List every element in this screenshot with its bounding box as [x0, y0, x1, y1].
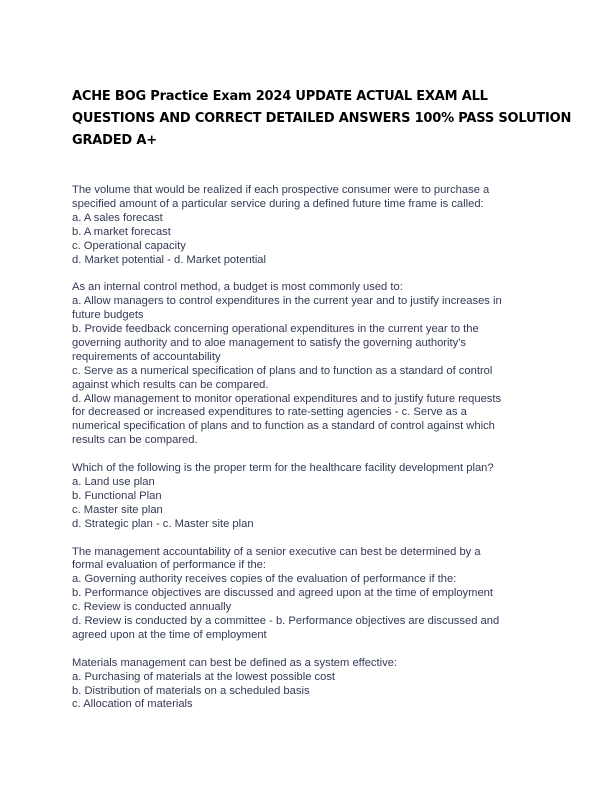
question-text: Which of the following is the proper term for the healthcare facility development plan? [72, 462, 494, 475]
answer-option: b. Provide feedback concerning operational expenditures in the current year to the [72, 323, 479, 336]
answer-option: a. Land use plan [72, 476, 155, 488]
title-line: QUESTIONS AND CORRECT DETAILED ANSWERS 100% PASS SOLUTION [72, 111, 572, 126]
question-block-1 [72, 184, 552, 267]
answer-option: a. Purchasing of materials at the lowest possible cost [72, 670, 336, 683]
answer-text: numerical specification of plans and to function as a standard of control against which [72, 420, 495, 433]
question-block-3 [72, 462, 552, 532]
answer-option-with-answer: for decreased or increased expenditures to rate-setting agencies - c. Serve as a [72, 406, 467, 419]
question-text: The volume that would be realized if each prospective consumer were to purchase a [72, 184, 490, 196]
answer-option: against which results can be compared. [72, 378, 269, 391]
answer-option: c. Review is conducted annually [72, 601, 232, 614]
answer-option: requirements of accountability [72, 350, 221, 363]
question-text: The management accountability of a senior executive can best be determined by a [72, 545, 481, 558]
answer-option: a. Allow managers to control expenditures in the current year and to justify increases in [72, 295, 502, 308]
answer-option-with-answer: d. Strategic plan - c. Master site plan [72, 517, 254, 530]
answer-option: c. Serve as a numerical specification of plans and to function as a standard of control [72, 364, 493, 377]
answer-option: b. A market forecast [72, 225, 171, 238]
question-text: formal evaluation of performance if the: [72, 559, 267, 572]
answer-option-with-answer: d. Market potential - d. Market potential [72, 253, 267, 266]
answer-option-with-answer: d. Review is conducted by a committee - b. Performance objectives are discussed and [72, 615, 500, 628]
question-block-5 [72, 657, 552, 713]
answer-option: b. Performance objectives are discussed and agreed upon at the time of employment [72, 587, 494, 600]
title-line: GRADED A+ [72, 133, 157, 148]
question-list [72, 184, 552, 726]
answer-option: c. Operational capacity [72, 239, 186, 252]
question-text: Materials management can best be defined as a system effective: [72, 656, 398, 669]
answer-option: b. Functional Plan [72, 489, 162, 502]
answer-option: b. Distribution of materials on a scheduled basis [72, 684, 310, 697]
question-text: specified amount of a particular service during a defined future time frame is called: [72, 197, 484, 210]
answer-text: agreed upon at the time of employment [72, 628, 267, 641]
answer-option: governing authority and to aloe management to satisfy the governing authority's [72, 336, 466, 349]
answer-option: c. Master site plan [72, 503, 163, 516]
answer-option: future budgets [72, 309, 144, 322]
answer-option: a. A sales forecast [72, 211, 163, 224]
answer-option: d. Allow management to monitor operational expenditures and to justify future requests [72, 392, 502, 405]
answer-option: c. Allocation of materials [72, 698, 193, 711]
title-line: ACHE BOG Practice Exam 2024 UPDATE ACTUAL EXAM ALL [72, 89, 488, 104]
question-block-4 [72, 546, 552, 643]
answer-option: a. Governing authority receives copies of the evaluation of performance if the: [72, 573, 457, 586]
answer-text: results can be compared. [72, 434, 198, 447]
question-block-2 [72, 281, 552, 448]
question-text: As an internal control method, a budget is most commonly used to: [72, 281, 403, 294]
document-title [72, 86, 572, 152]
